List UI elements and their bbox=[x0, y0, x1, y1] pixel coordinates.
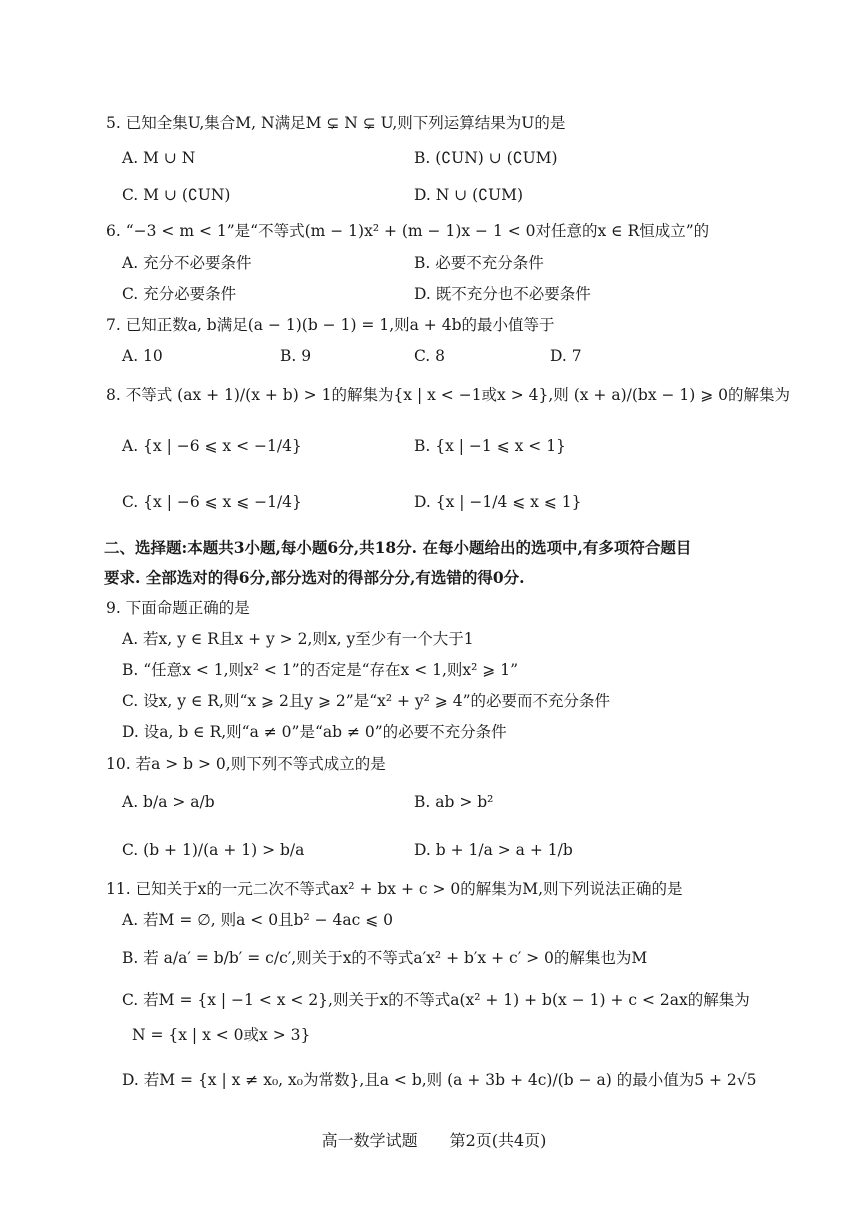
q7-option-c: C. 8 bbox=[414, 347, 446, 365]
q6-stem: 6. “−3 < m < 1”是“不等式(m − 1)x² + (m − 1)x − 1 < 0对任意的x ∈ R恒成立”的 bbox=[106, 222, 710, 240]
q5-option-b: B. (∁UN) ∪ (∁UM) bbox=[414, 149, 558, 167]
q11-option-a: A. 若M = ∅, 则a < 0且b² − 4ac ⩽ 0 bbox=[122, 911, 394, 929]
q9-option-c: C. 设x, y ∈ R,则“x ⩾ 2且y ⩾ 2”是“x² + y² ⩾ 4”的必要而不充分条件 bbox=[122, 692, 611, 710]
q5-stem: 5. 已知全集U,集合M, N满足M ⊊ N ⊊ U,则下列运算结果为U的是 bbox=[106, 114, 566, 132]
q7-option-d: D. 7 bbox=[550, 347, 582, 365]
section2-heading-line1: 二、选择题:本题共3小题,每小题6分,共18分. 在每小题给出的选项中,有多项符合题目 bbox=[104, 538, 692, 557]
q11-option-b: B. 若 a/a′ = b/b′ = c/c′,则关于x的不等式a′x² + b′x + c′ > 0的解集也为M bbox=[122, 949, 648, 967]
q7-option-a: A. 10 bbox=[122, 347, 163, 365]
q8-option-a: A. {x | −6 ⩽ x < −1/4} bbox=[122, 437, 302, 455]
q5-option-a: A. M ∪ N bbox=[122, 149, 196, 167]
q11-option-c: C. 若M = {x | −1 < x < 2},则关于x的不等式a(x² + 1) + b(x − 1) + c < 2ax的解集为 bbox=[122, 991, 750, 1009]
q7-stem: 7. 已知正数a, b满足(a − 1)(b − 1) = 1,则a + 4b的最小值等于 bbox=[106, 316, 555, 334]
q9-stem: 9. 下面命题正确的是 bbox=[106, 599, 250, 617]
q6-option-d: D. 既不充分也不必要条件 bbox=[414, 285, 591, 303]
page-footer: 高一数学试题 第2页(共4页) bbox=[321, 1131, 547, 1150]
q10-option-a: A. b/a > a/b bbox=[122, 793, 215, 811]
q8-stem: 8. 不等式 (ax + 1)/(x + b) > 1的解集为{x | x < −1或x > 4},则 (x + a)/(bx − 1) ⩾ 0的解集为 bbox=[106, 386, 791, 404]
q11-stem: 11. 已知关于x的一元二次不等式ax² + bx + c > 0的解集为M,则下列说法正确的是 bbox=[106, 880, 683, 898]
q8-option-c: C. {x | −6 ⩽ x ⩽ −1/4} bbox=[122, 493, 302, 511]
q6-option-c: C. 充分必要条件 bbox=[122, 285, 237, 303]
section2-heading-line2: 要求. 全部选对的得6分,部分选对的得部分分,有选错的得0分. bbox=[104, 568, 525, 587]
q11-option-c-continued: N = {x | x < 0或x > 3} bbox=[132, 1026, 311, 1044]
q9-option-d: D. 设a, b ∈ R,则“a ≠ 0”是“ab ≠ 0”的必要不充分条件 bbox=[122, 723, 507, 741]
q10-option-c: C. (b + 1)/(a + 1) > b/a bbox=[122, 841, 305, 859]
q8-option-d: D. {x | −1/4 ⩽ x ⩽ 1} bbox=[414, 493, 582, 511]
q9-option-a: A. 若x, y ∈ R且x + y > 2,则x, y至少有一个大于1 bbox=[122, 630, 474, 648]
q10-stem: 10. 若a > b > 0,则下列不等式成立的是 bbox=[106, 755, 386, 773]
q8-option-b: B. {x | −1 ⩽ x < 1} bbox=[414, 437, 566, 455]
q7-option-b: B. 9 bbox=[280, 347, 312, 365]
q6-option-b: B. 必要不充分条件 bbox=[414, 254, 544, 272]
q5-option-c: C. M ∪ (∁UN) bbox=[122, 186, 231, 204]
q10-option-d: D. b + 1/a > a + 1/b bbox=[414, 841, 573, 859]
q6-option-a: A. 充分不必要条件 bbox=[122, 254, 252, 272]
q11-option-d: D. 若M = {x | x ≠ x₀, x₀为常数},且a < b,则 (a + 3b + 4c)/(b − a) 的最小值为5 + 2√5 bbox=[122, 1071, 757, 1089]
q10-option-b: B. ab > b² bbox=[414, 793, 494, 811]
q9-option-b: B. “任意x < 1,则x² < 1”的否定是“存在x < 1,则x² ⩾ 1” bbox=[122, 661, 518, 679]
q5-option-d: D. N ∪ (∁UM) bbox=[414, 186, 524, 204]
